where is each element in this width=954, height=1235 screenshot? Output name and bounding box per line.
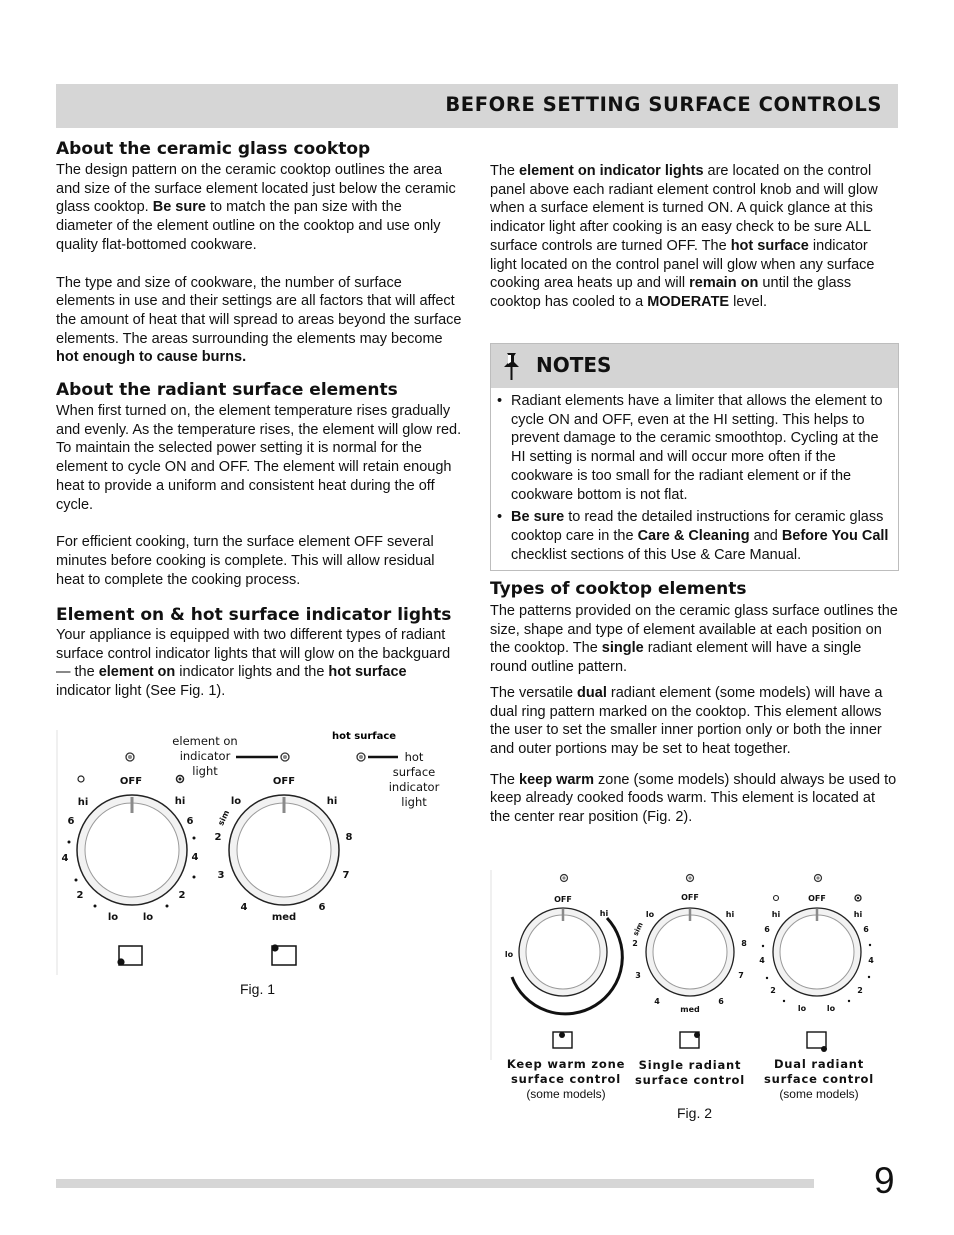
bold-text: Before You Call: [781, 527, 889, 544]
heading-ceramic-glass-cooktop: About the ceramic glass cooktop: [56, 139, 371, 159]
figure-2-caption: Fig. 2: [677, 1105, 713, 1121]
bold-text: element on: [98, 664, 176, 681]
med-label: med: [680, 1005, 700, 1014]
pushpin-icon: [499, 350, 525, 382]
bold-text: Be sure: [152, 199, 206, 216]
text: to read the detailed instructions for ceramic glass cooktop care in the: [511, 509, 884, 544]
element-on-label-line3: light: [192, 764, 218, 778]
label-line: surface control: [634, 1073, 745, 1087]
hi-label: hi: [599, 909, 609, 918]
single-radiant-control-knob: [632, 875, 748, 1049]
lo-label: lo: [142, 912, 154, 923]
notes-title: NOTES: [536, 353, 612, 377]
off-label: OFF: [272, 776, 296, 787]
single-radiant-label: [620, 1058, 760, 1088]
figure-2-diagram: [490, 865, 890, 1060]
lo-label: lo: [797, 1004, 807, 1013]
off-label: OFF: [119, 776, 143, 787]
bold-text: dual: [577, 684, 607, 701]
text: checklist sections of this Use & Care Manual.: [511, 546, 802, 563]
med-label: med: [271, 912, 297, 923]
figure-1-diagram: [56, 720, 446, 980]
setting-label: 4: [868, 956, 874, 965]
setting-label: 7: [738, 971, 744, 980]
heading-cooktop-element-types: Types of cooktop elements: [490, 579, 747, 599]
text: until the glass cooktop has cooled to a: [490, 275, 852, 310]
hi-label: hi: [725, 910, 735, 919]
setting-label: 8: [741, 939, 747, 948]
lo-label: lo: [826, 1004, 836, 1013]
text: The design pattern on the ceramic cooktop outlines the area and size of the surface element located just below the ceramic glass cooktop.: [56, 162, 456, 216]
text: are located on the control panel above each radiant element control knob and will glow when a surface element is turned ON. A quick glance at this indicator light after cooking is an easy check to be sure ALL surface controls are turned OFF. The: [490, 163, 878, 254]
hot-indicator-label-line4: light: [401, 795, 427, 809]
hi-label: hi: [326, 796, 338, 807]
paragraph: [490, 602, 898, 677]
paragraph: [490, 162, 896, 312]
element-on-label-line2: indicator: [179, 749, 231, 763]
text: zone (some models) should always be used to keep already cooked foods warm. This element is located at the center rear position (Fig. 2).: [490, 771, 897, 826]
label-line: (some models): [779, 1087, 859, 1101]
element-on-label-line1: element on: [172, 734, 238, 748]
heading-radiant-surface-elements: About the radiant surface elements: [56, 380, 398, 400]
bullet: •: [497, 509, 503, 526]
label-line: Dual radiant: [773, 1057, 865, 1071]
dual-radiant-label: [749, 1057, 889, 1102]
setting-label: 4: [240, 902, 248, 913]
sim-label: sim: [216, 808, 232, 828]
heading-indicator-lights: Element on & hot surface indicator lights: [56, 605, 452, 625]
bold-text: hot surface: [730, 237, 809, 254]
paragraph: [56, 161, 462, 255]
bullet: •: [497, 393, 503, 409]
setting-label: 3: [635, 971, 641, 980]
setting-label: 3: [217, 870, 225, 881]
hi-label: hi: [853, 910, 863, 919]
setting-label: 2: [76, 890, 84, 901]
setting-label: 6: [764, 925, 770, 934]
bold-text: element on indicator lights: [519, 163, 704, 179]
setting-label: 8: [345, 832, 353, 843]
off-label: OFF: [681, 893, 699, 902]
setting-label: 4: [61, 853, 69, 864]
text: and: [749, 527, 782, 544]
bold-text: hot surface: [328, 664, 407, 681]
single-control-knob: [215, 776, 353, 965]
paragraph: [56, 626, 462, 701]
setting-label: 2: [857, 986, 863, 995]
label-line: Single radiant: [638, 1058, 742, 1072]
text: indicator light located on the control panel will glow when any surface cooking area heats up and will: [490, 237, 875, 292]
lo-label: lo: [230, 796, 242, 807]
bold-text: hot enough to cause burns.: [56, 349, 247, 366]
bold-text: remain on: [689, 275, 759, 292]
text: indicator light (See Fig. 1).: [56, 683, 226, 700]
note-item: [497, 508, 893, 564]
ceramic-cooktop-text: [56, 161, 462, 367]
setting-label: 4: [191, 852, 199, 863]
text: to match the pan size with the diameter of the element outline on the cooktop and use only quality flat-bottomed cookware.: [56, 199, 441, 253]
lo-label: lo: [107, 912, 119, 923]
text: The: [490, 771, 520, 788]
text: level.: [729, 293, 767, 310]
setting-label: 7: [342, 870, 350, 881]
setting-label: 6: [318, 902, 326, 913]
paragraph: When first turned on, the element temperature rises gradually and evenly. As the temperature rises, the element will glow red. To maintain the selected power setting it is normal for the element to cycle ON and OFF. The element will retain enough heat to provide a uniform and consistent heat during the off cycle.: [56, 403, 462, 513]
notes-box: [490, 343, 899, 571]
setting-label: 2: [770, 986, 776, 995]
text: indicator lights and the: [175, 664, 329, 681]
label-line: surface control: [763, 1072, 874, 1086]
text: The versatile: [490, 684, 578, 701]
paragraph: For efficient cooking, turn the surface element OFF several minutes before cooking is complete. This will allow residual heat to complete the cooking process.: [56, 534, 435, 588]
text: The type and size of cookware, the number of surface elements in use and their settings are all factors that will affect the amount of heat that will spread to areas beyond the surface elements. The areas surrounding the elements may become: [56, 274, 462, 347]
setting-label: 2: [214, 832, 222, 843]
setting-label: 6: [718, 997, 724, 1006]
label-line: surface control: [510, 1072, 621, 1086]
sim-label: sim: [631, 921, 645, 938]
hi-label: hi: [77, 797, 89, 808]
setting-label: 2: [632, 939, 638, 948]
paragraph: [490, 684, 898, 759]
note-text: Radiant elements have a limiter that allows the element to cycle ON and OFF, even at the HI setting. This helps to prevent damage to the ceramic smoothtop. Cycling at the HI setting is normal and will occur more often if the cookware is too small for the radiant element or if the cookware bottom is not flat.: [511, 393, 883, 503]
paragraph: [490, 771, 898, 827]
notes-list: [497, 392, 893, 568]
off-label: OFF: [808, 894, 826, 903]
dual-radiant-control-knob: [759, 875, 874, 1053]
bold-text: MODERATE: [647, 293, 730, 310]
text: The: [490, 163, 520, 179]
indicator-lights-text: [56, 626, 462, 701]
label-line: (some models): [526, 1087, 606, 1101]
setting-label: 2: [178, 890, 186, 901]
text: radiant element (some models) will have a dual ring pattern marked on the cooktop. This element allows the user to set the smaller inner portion only or both the inner and outer portions may be set to heat together.: [490, 684, 883, 757]
keep-warm-control-knob: [505, 875, 622, 1049]
hi-label: hi: [771, 910, 781, 919]
paragraph: [56, 274, 462, 368]
off-label: OFF: [554, 895, 572, 904]
figure-1-caption: Fig. 1: [240, 981, 276, 997]
bold-text: single: [601, 640, 644, 657]
label-line: Keep warm zone: [506, 1057, 626, 1071]
lo-label: lo: [645, 910, 655, 919]
hi-label: hi: [174, 796, 186, 807]
setting-label: 4: [654, 997, 660, 1006]
text: radiant element will have a single round outline pattern.: [490, 640, 862, 676]
setting-label: 6: [67, 816, 75, 827]
text: Your appliance is equipped with two different types of radiant surface control indicator lights that will glow on the backguard — the: [56, 627, 451, 681]
hot-indicator-label-line1: hot: [404, 750, 424, 764]
text: The patterns provided on the ceramic glass surface outlines the size, shape and type of element available at each position on the cooktop. The: [490, 603, 898, 657]
lo-label: lo: [504, 950, 514, 959]
hot-indicator-label-line2: surface: [392, 765, 436, 779]
footer-bar: [56, 1179, 814, 1188]
section-banner: [56, 84, 898, 128]
bold-text: keep warm: [519, 771, 594, 788]
page-title: BEFORE SETTING SURFACE CONTROLS: [445, 93, 882, 116]
setting-label: 4: [759, 956, 765, 965]
cooktop-element-types-text: [490, 602, 898, 827]
note-item: [497, 392, 893, 504]
dual-control-knob: [62, 776, 199, 966]
setting-label: 6: [186, 816, 194, 827]
notes-header: [491, 344, 898, 388]
indicator-lights-description: [490, 162, 896, 312]
bold-text: Care & Cleaning: [637, 527, 750, 544]
hot-indicator-label-line3: indicator: [388, 780, 440, 794]
radiant-elements-text: [56, 402, 464, 589]
hot-surface-title: hot surface: [332, 731, 397, 742]
bold-text: Be sure: [511, 509, 565, 526]
page-number: 9: [874, 1160, 895, 1201]
keep-warm-label: [496, 1057, 636, 1102]
setting-label: 6: [863, 925, 869, 934]
